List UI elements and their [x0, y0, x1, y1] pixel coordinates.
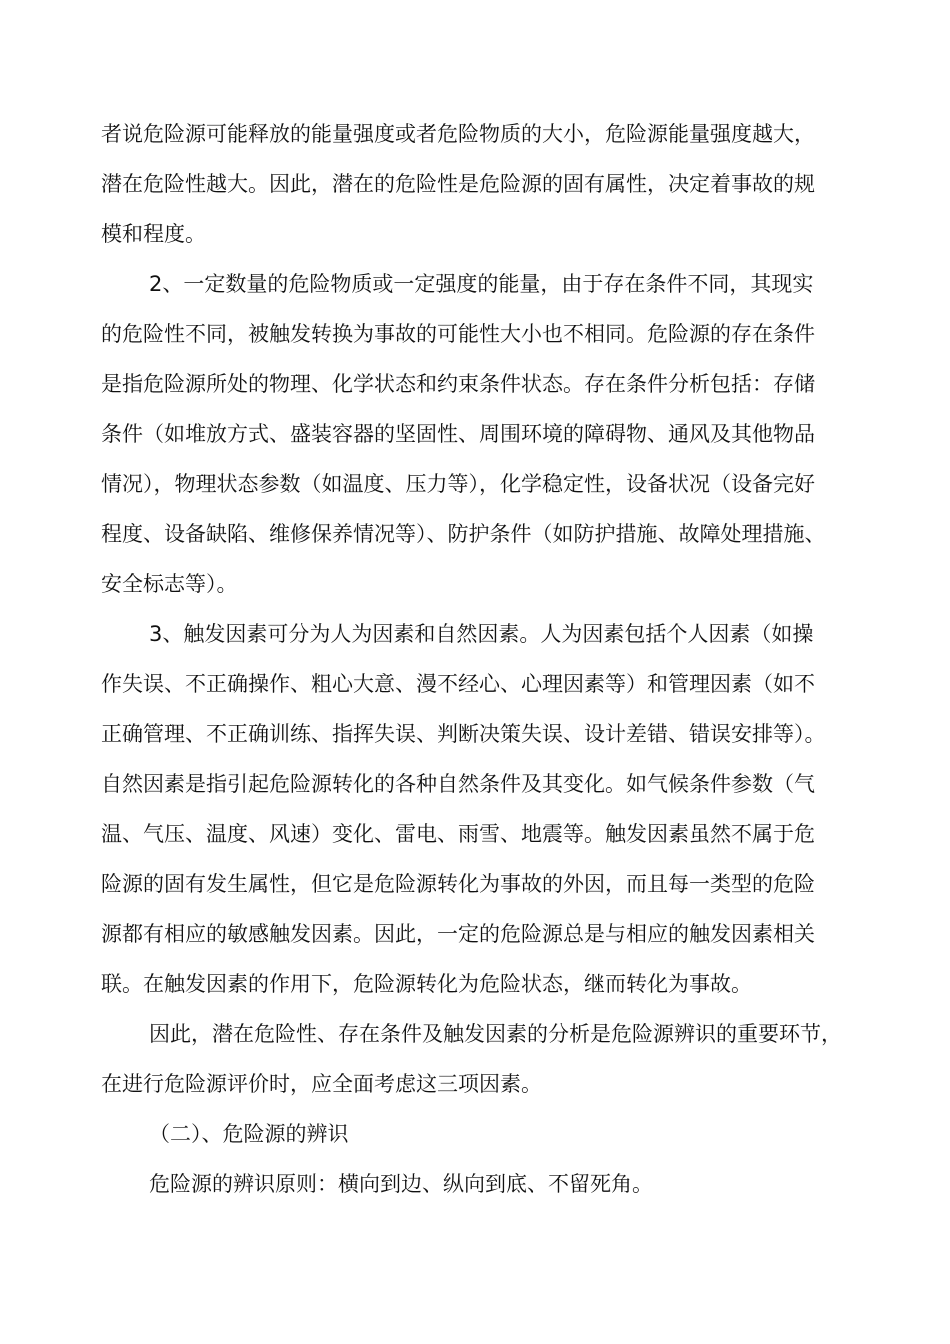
text-line: 温、气压、温度、风速）变化、雷电、雨雪、地震等。触发因素虽然不属于危	[101, 822, 815, 846]
text-line: 在进行危险源评价时，应全面考虑这三项因素。	[101, 1072, 542, 1096]
text-line: 险源的固有发生属性，但它是危险源转化为事故的外因，而且每一类型的危险	[101, 872, 815, 896]
text-line: 自然因素是指引起危险源转化的各种自然条件及其变化。如气候条件参数（气	[101, 772, 815, 796]
text-line: 条件（如堆放方式、盛装容器的坚固性、周围环境的障碍物、通风及其他物品	[101, 422, 815, 446]
document-body	[101, 109, 861, 1209]
text-line: 正确管理、不正确训练、指挥失误、判断决策失误、设计差错、错误安排等）。	[101, 722, 826, 746]
text-line: 2、一定数量的危险物质或一定强度的能量，由于存在条件不同，其现实	[149, 272, 814, 296]
text-line: 者说危险源可能释放的能量强度或者危险物质的大小，危险源能量强度越大，	[101, 122, 815, 146]
text-line: 安全标志等）。	[101, 572, 238, 596]
text-line: 因此，潜在危险性、存在条件及触发因素的分析是危险源辨识的重要环节，	[149, 1022, 842, 1046]
text-line: 源都有相应的敏感触发因素。因此，一定的危险源总是与相应的触发因素相关	[101, 922, 815, 946]
text-line: 是指危险源所处的物理、化学状态和约束条件状态。存在条件分析包括：存储	[101, 372, 815, 396]
text-line: 模和程度。	[101, 222, 206, 246]
text-line: 的危险性不同，被触发转换为事故的可能性大小也不相同。危险源的存在条件	[101, 322, 815, 346]
section-heading: （二）、危险源的辨识	[149, 1122, 349, 1146]
text-line: 联。在触发因素的作用下，危险源转化为危险状态，继而转化为事故。	[101, 972, 752, 996]
text-line: 情况），物理状态参数（如温度、压力等），化学稳定性，设备状况（设备完好	[101, 472, 815, 496]
text-line: 作失误、不正确操作、粗心大意、漫不经心、心理因素等）和管理因素（如不	[101, 672, 815, 696]
text-line: 潜在危险性越大。因此，潜在的危险性是危险源的固有属性，决定着事故的规	[101, 172, 815, 196]
text-line: 程度、设备缺陷、维修保养情况等）、防护条件（如防护措施、故障处理措施、	[101, 522, 826, 546]
text-line: 3、触发因素可分为人为因素和自然因素。人为因素包括个人因素（如操	[149, 622, 814, 646]
text-line: 危险源的辨识原则：横向到边、纵向到底、不留死角。	[149, 1172, 653, 1196]
